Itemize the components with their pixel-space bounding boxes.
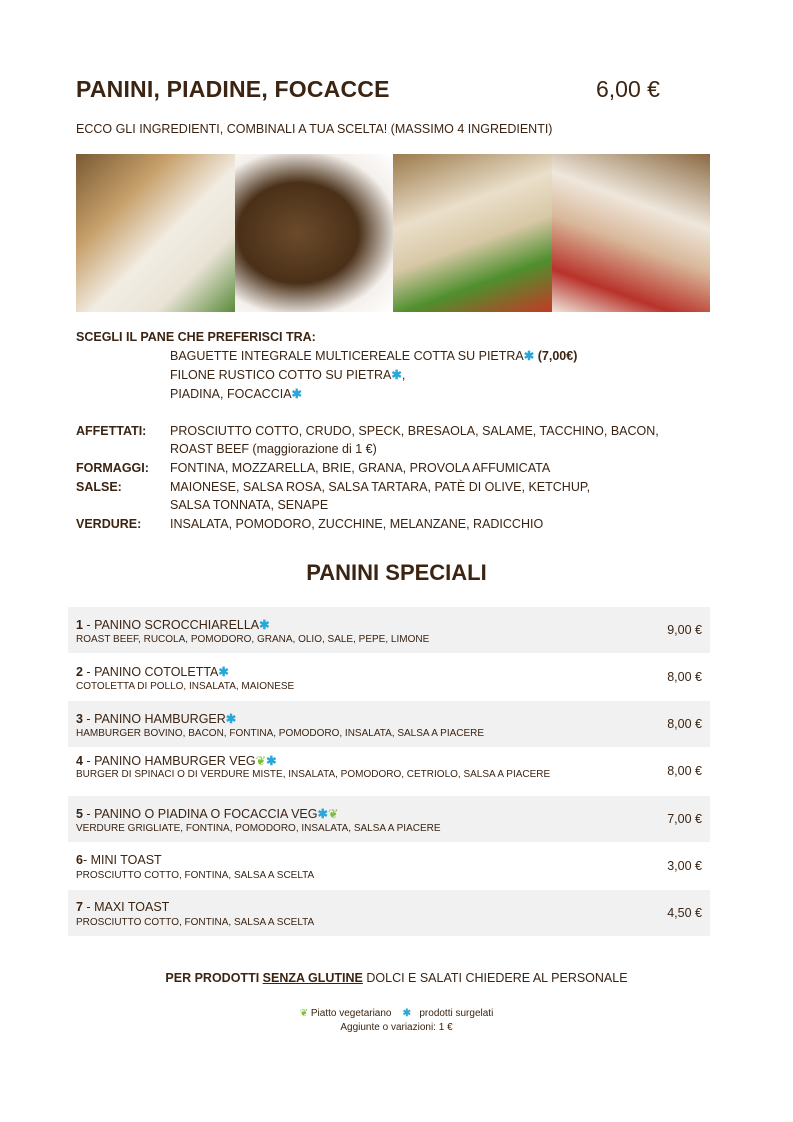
bread-line-2	[170, 367, 405, 382]
menu-item-desc: HAMBURGER BOVINO, BACON, FONTINA, POMODORO, INSALATA, SALSA A PIACERE	[76, 728, 485, 739]
menu-item-number: 3	[76, 712, 83, 726]
menu-item-title	[76, 900, 169, 914]
bread-heading: SCEGLI IL PANE CHE PREFERISCI TRA:	[76, 330, 316, 344]
menu-item-price: 9,00 €	[667, 623, 702, 637]
snowflake-icon: ✱	[402, 1008, 412, 1019]
snowflake-icon: ✱	[391, 368, 402, 382]
specials-heading: PANINI SPECIALI	[306, 560, 487, 585]
menu-item-title	[76, 806, 338, 821]
page-title: PANINI, PIADINE, FOCACCE	[76, 76, 390, 102]
menu-item-sep: -	[82, 665, 95, 679]
menu-item-title	[76, 617, 270, 632]
menu-item	[68, 607, 710, 653]
menu-item-title	[76, 711, 236, 726]
menu-item-sep: -	[82, 807, 95, 821]
legend	[0, 1008, 793, 1019]
legend-frozen: prodotti surgelati	[419, 1008, 494, 1019]
bread-line-1	[170, 348, 577, 363]
menu-item-sep: -	[82, 853, 91, 867]
menu-item	[68, 796, 710, 842]
menu-item-number: 6	[76, 853, 83, 867]
footer-part-1: PER PRODOTTI	[165, 971, 263, 985]
menu-item-price: 8,00 €	[667, 764, 702, 778]
salse-line-1: MAIONESE, SALSA ROSA, SALSA TARTARA, PATÈ DI OLIVE, KETCHUP,	[170, 480, 591, 494]
menu-item-sep: -	[82, 754, 95, 768]
label-salse: SALSE:	[76, 480, 122, 494]
menu-item-title	[76, 664, 229, 679]
menu-item-price: 3,00 €	[667, 859, 702, 873]
leaf-icon: ❦	[299, 1008, 309, 1019]
snowflake-icon: ✱	[291, 387, 303, 401]
affettati-line-2: ROAST BEEF (maggiorazione di 1 €)	[170, 442, 377, 456]
variations-note: Aggiunte o variazioni: 1 €	[340, 1022, 453, 1033]
menu-item-number: 5	[76, 807, 83, 821]
menu-item-title	[76, 853, 162, 867]
snowflake-icon: ✱	[266, 754, 277, 768]
menu-item-desc: BURGER DI SPINACI O DI VERDURE MISTE, INSALATA, POMODORO, CETRIOLO, SALSA A PIACERE	[76, 769, 551, 780]
snowflake-icon: ✱	[317, 807, 328, 821]
menu-item-number: 1	[76, 618, 83, 632]
label-verdure: VERDURE:	[76, 517, 142, 531]
menu-item-desc: PROSCIUTTO COTTO, FONTINA, SALSA A SCELTA	[76, 917, 315, 928]
menu-item-sep: -	[82, 900, 95, 914]
subtitle: ECCO GLI INGREDIENTI, COMBINALI A TUA SCELTA! (MASSIMO 4 INGREDIENTI)	[76, 122, 553, 136]
footer-part-3: DOLCI E SALATI CHIEDERE AL PERSONALE	[362, 971, 628, 985]
photo-focaccia	[393, 154, 552, 312]
bread-line-3	[170, 386, 302, 401]
photo-piadina	[552, 154, 711, 312]
menu-item	[68, 843, 710, 889]
menu-item-price: 4,50 €	[667, 906, 702, 920]
base-price: 6,00 €	[596, 76, 660, 102]
gluten-free-note	[0, 971, 793, 985]
verdure-line-1: INSALATA, POMODORO, ZUCCHINE, MELANZANE, RADICCHIO	[170, 517, 544, 531]
affettati-line-1: PROSCIUTTO COTTO, CRUDO, SPECK, BRESAOLA, SALAME, TACCHINO, BACON,	[170, 424, 659, 438]
menu-item-price: 8,00 €	[667, 670, 702, 684]
bread-line-2-text: FILONE RUSTICO COTTO SU PIETRA	[170, 368, 392, 382]
menu-item	[68, 701, 710, 747]
menu-item-title	[76, 753, 277, 768]
menu-item-price: 8,00 €	[667, 717, 702, 731]
label-formaggi: FORMAGGI:	[76, 461, 149, 475]
menu-item	[68, 654, 710, 700]
footer-gluten-free: SENZA GLUTINE	[262, 971, 363, 985]
menu-item-desc: PROSCIUTTO COTTO, FONTINA, SALSA A SCELTA	[76, 870, 315, 881]
bread-line-1-price: (7,00€)	[537, 349, 578, 363]
bread-line-3-text: PIADINA, FOCACCIA	[170, 387, 292, 401]
label-affettati: AFFETTATI:	[76, 424, 147, 438]
menu-item-desc: VERDURE GRIGLIATE, FONTINA, POMODORO, INSALATA, SALSA A PIACERE	[76, 823, 441, 834]
menu-item-number: 4	[76, 754, 83, 768]
menu-item-number: 7	[76, 900, 83, 914]
menu-item-sep: -	[82, 712, 95, 726]
menu-item-desc: ROAST BEEF, RUCOLA, POMODORO, GRANA, OLIO, SALE, PEPE, LIMONE	[76, 634, 430, 645]
bread-line-1-text: BAGUETTE INTEGRALE MULTICEREALE COTTA SU PIETRA	[170, 349, 524, 363]
menu-item-name: PANINO O PIADINA O FOCACCIA VEG	[94, 807, 318, 821]
snowflake-icon: ✱	[225, 712, 237, 726]
menu-item-price: 7,00 €	[667, 812, 702, 826]
menu-item-name: PANINO COTOLETTA	[94, 665, 219, 679]
bread-line-2-suffix: ,	[401, 368, 406, 382]
formaggi-line-1: FONTINA, MOZZARELLA, BRIE, GRANA, PROVOLA AFFUMICATA	[170, 461, 551, 475]
leaf-icon: ❦	[327, 807, 339, 821]
menu-item-name: PANINO HAMBURGER VEG	[94, 754, 256, 768]
snowflake-icon: ✱	[259, 618, 270, 632]
menu-item-name: MAXI TOAST	[94, 900, 170, 914]
photo-strip	[76, 154, 710, 312]
menu-item	[68, 890, 710, 936]
photo-multigrain-bread	[235, 154, 394, 312]
snowflake-icon: ✱	[523, 349, 535, 363]
menu-item-desc: COTOLETTA DI POLLO, INSALATA, MAIONESE	[76, 681, 295, 692]
menu-item-name: PANINO SCROCCHIARELLA	[94, 618, 260, 632]
menu-item-sep: -	[82, 618, 95, 632]
photo-baguette	[76, 154, 235, 312]
leaf-icon: ❦	[255, 754, 267, 768]
menu-item-number: 2	[76, 665, 83, 679]
menu-item-name: MINI TOAST	[90, 853, 162, 867]
snowflake-icon: ✱	[218, 665, 229, 679]
legend-veg: Piatto vegetariano	[310, 1008, 392, 1019]
menu-item	[68, 748, 710, 794]
menu-item-name: PANINO HAMBURGER	[94, 712, 226, 726]
salse-line-2: SALSA TONNATA, SENAPE	[170, 498, 329, 512]
